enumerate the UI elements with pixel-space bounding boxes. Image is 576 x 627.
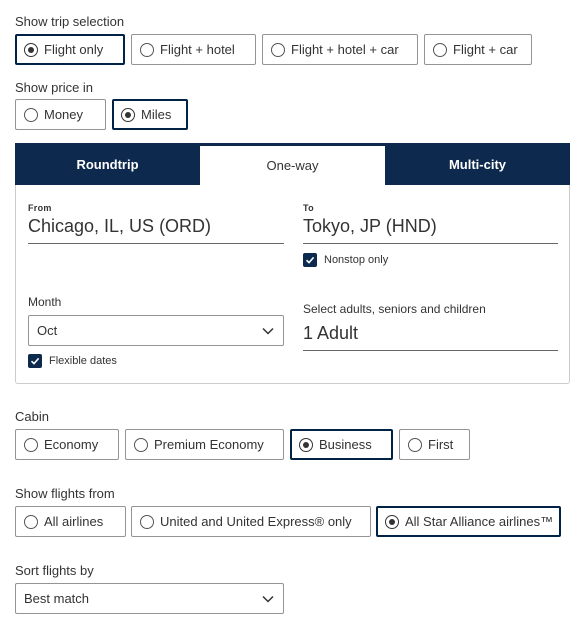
cabin-option-premium-economy[interactable] <box>125 429 284 460</box>
to-input[interactable]: Tokyo, JP (HND) <box>303 211 558 244</box>
cabin-option-label: Business <box>319 437 372 452</box>
flights-from-star-alliance[interactable] <box>376 506 561 537</box>
cabin-label: Cabin <box>15 409 49 424</box>
sort-select[interactable] <box>15 583 284 614</box>
to-label: To <box>303 203 314 213</box>
radio-icon <box>433 43 447 57</box>
tab-one-way[interactable]: One-way <box>200 143 385 185</box>
trip-option-flight-car[interactable] <box>424 34 532 65</box>
radio-selected-icon <box>385 515 399 529</box>
search-panel <box>15 185 570 384</box>
price-option-label: Miles <box>141 107 172 122</box>
trip-option-flight-hotel[interactable] <box>131 34 256 65</box>
flights-from-option-label: United and United Express® only <box>160 514 352 529</box>
trip-option-label: Flight + car <box>453 42 518 57</box>
flights-from-label: Show flights from <box>15 486 115 501</box>
cabin-option-economy[interactable] <box>15 429 119 460</box>
flexible-dates-label: Flexible dates <box>49 355 117 367</box>
chevron-down-icon <box>261 592 275 606</box>
cabin-option-business[interactable] <box>290 429 393 460</box>
sort-label: Sort flights by <box>15 563 94 578</box>
trip-option-label: Flight only <box>44 42 104 57</box>
cabin-option-label: First <box>428 437 454 452</box>
month-value: Oct <box>37 323 58 338</box>
price-option-money[interactable] <box>15 99 106 130</box>
from-label: From <box>28 203 52 213</box>
flexible-dates-checkbox[interactable] <box>28 354 117 368</box>
cabin-option-label: Economy <box>44 437 99 452</box>
month-label: Month <box>28 295 62 309</box>
radio-icon <box>408 438 422 452</box>
tab-roundtrip[interactable]: Roundtrip <box>15 143 200 185</box>
checkmark-icon <box>303 253 317 267</box>
nonstop-checkbox[interactable] <box>303 253 388 267</box>
radio-icon <box>24 108 38 122</box>
trip-selection-label: Show trip selection <box>15 14 125 29</box>
flights-from-option-label: All Star Alliance airlines™ <box>405 514 554 529</box>
radio-icon <box>140 515 154 529</box>
sort-value: Best match <box>24 591 90 606</box>
price-option-label: Money <box>44 107 84 122</box>
radio-selected-icon <box>121 108 135 122</box>
radio-icon <box>134 438 148 452</box>
price-label: Show price in <box>15 80 94 95</box>
checkmark-icon <box>28 354 42 368</box>
cabin-option-label: Premium Economy <box>154 437 264 452</box>
travelers-input[interactable]: 1 Adult <box>303 318 558 351</box>
flights-from-option-label: All airlines <box>44 514 104 529</box>
trip-option-label: Flight + hotel + car <box>291 42 399 57</box>
flights-from-united-only[interactable] <box>131 506 371 537</box>
radio-selected-icon <box>24 43 38 57</box>
radio-selected-icon <box>299 438 313 452</box>
trip-type-tabs <box>15 143 570 185</box>
travelers-label: Select adults, seniors and children <box>303 302 486 316</box>
cabin-option-first[interactable] <box>399 429 470 460</box>
chevron-down-icon <box>261 324 275 338</box>
tab-multi-city[interactable]: Multi-city <box>385 143 570 185</box>
from-input[interactable]: Chicago, IL, US (ORD) <box>28 211 284 244</box>
trip-option-flight-hotel-car[interactable] <box>262 34 418 65</box>
radio-icon <box>24 515 38 529</box>
trip-option-label: Flight + hotel <box>160 42 235 57</box>
nonstop-label: Nonstop only <box>324 254 389 266</box>
trip-option-flight-only[interactable] <box>15 34 125 65</box>
price-option-miles[interactable] <box>112 99 188 130</box>
radio-icon <box>271 43 285 57</box>
radio-icon <box>140 43 154 57</box>
radio-icon <box>24 438 38 452</box>
flights-from-all-airlines[interactable] <box>15 506 126 537</box>
month-select[interactable] <box>28 315 284 346</box>
